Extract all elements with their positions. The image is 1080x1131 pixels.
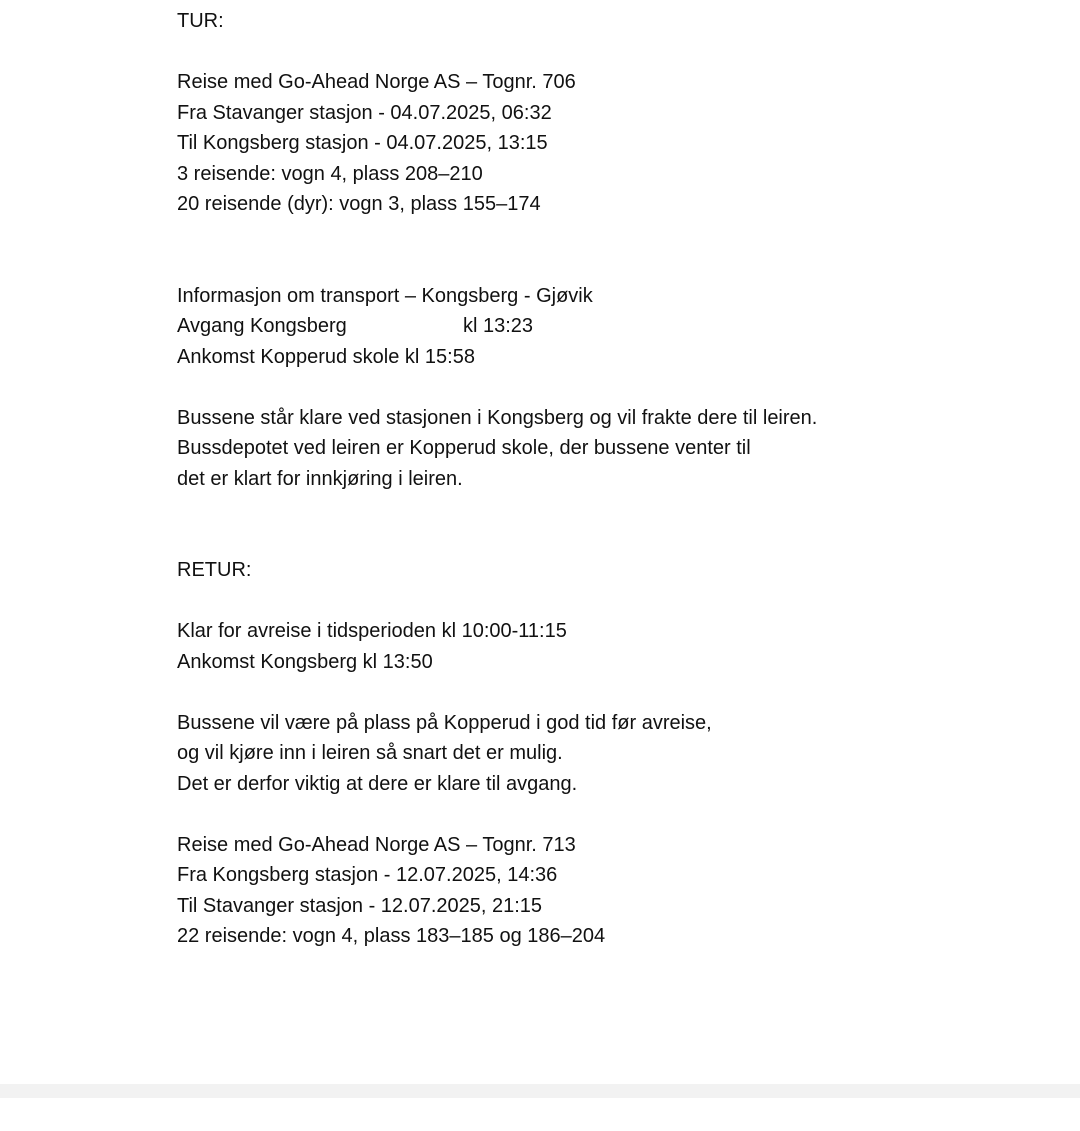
- tur-heading: TUR:: [177, 10, 224, 32]
- departure-row: [177, 311, 1037, 342]
- document-content: [177, 6, 1037, 952]
- tur-trip-line: Reise med Go-Ahead Norge AS – Tognr. 706: [177, 71, 576, 93]
- tur-trip-line: Til Kongsberg stasjon - 04.07.2025, 13:15: [177, 132, 548, 154]
- spacer: [177, 37, 1037, 68]
- spacer: [177, 220, 1037, 281]
- retur-bus-line: Bussene vil være på plass på Kopperud i god tid før avreise,: [177, 711, 712, 734]
- departure-label: Avgang Kongsberg: [177, 315, 347, 337]
- tur-trip-line: 3 reisende: vogn 4, plass 208–210: [177, 162, 483, 185]
- retur-ready-line: Ankomst Kongsberg kl 13:50: [177, 650, 433, 673]
- retur-heading: RETUR:: [177, 559, 252, 581]
- spacer: [177, 494, 1037, 555]
- retur-trip-details: [177, 830, 1037, 952]
- retur-ready-line: Klar for avreise i tidsperioden kl 10:00-11:15: [177, 620, 567, 642]
- departure-time: kl 13:23: [463, 315, 534, 337]
- spacer: [177, 586, 1037, 617]
- retur-trip-line: Fra Kongsberg stasjon - 12.07.2025, 14:36: [177, 864, 558, 886]
- transport-info: [177, 281, 1037, 373]
- retur-bus-line: Det er derfor viktig at dere er klare til avgang.: [177, 772, 578, 795]
- arrival-line: Ankomst Kopperud skole kl 15:58: [177, 345, 475, 368]
- spacer: [177, 372, 1037, 403]
- retur-bus-line: og vil kjøre inn i leiren så snart det er mulig.: [177, 742, 563, 764]
- retur-bus-info: [177, 708, 1037, 800]
- bus-info-line: Bussdepotet ved leiren er Kopperud skole, der bussene venter til: [177, 437, 751, 459]
- tur-bus-info: [177, 403, 1037, 495]
- bus-info-line: det er klart for innkjøring i leiren.: [177, 467, 463, 490]
- retur-trip-line: 22 reisende: vogn 4, plass 183–185 og 186–204: [177, 925, 606, 947]
- transport-title: Informasjon om transport – Kongsberg - Gjøvik: [177, 284, 593, 307]
- retur-trip-line: Reise med Go-Ahead Norge AS – Tognr. 713: [177, 833, 576, 856]
- bus-info-line: Bussene står klare ved stasjonen i Kongsberg og vil frakte dere til leiren.: [177, 406, 818, 429]
- tur-trip-line: 20 reisende (dyr): vogn 3, plass 155–174: [177, 193, 541, 215]
- tur-trip-details: [177, 67, 1037, 220]
- bottom-bar: [0, 1084, 1080, 1098]
- spacer: [177, 799, 1037, 830]
- spacer: [177, 677, 1037, 708]
- retur-trip-line: Til Stavanger stasjon - 12.07.2025, 21:15: [177, 894, 543, 917]
- retur-ready-info: [177, 616, 1037, 677]
- tur-trip-line: Fra Stavanger stasjon - 04.07.2025, 06:32: [177, 101, 552, 124]
